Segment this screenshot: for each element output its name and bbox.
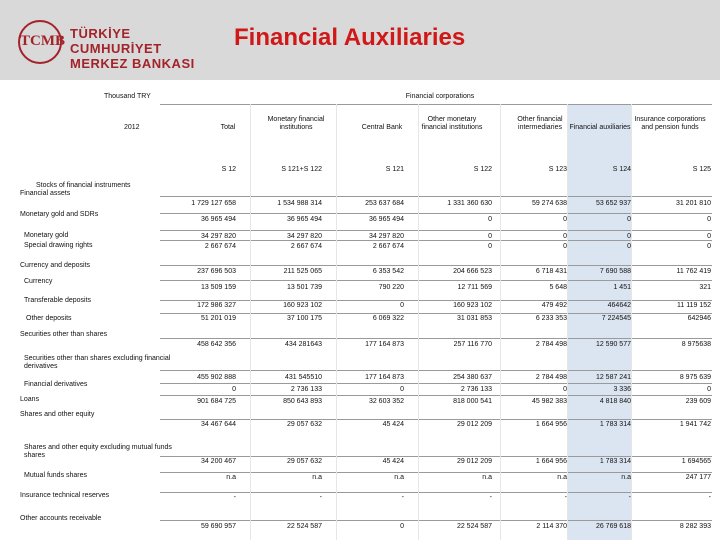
row-divider [160,338,712,339]
table-cell: 7 224545 [601,315,631,322]
table-cell: 1 783 314 [599,458,631,465]
column-code: S 122 [473,166,492,173]
group-label: Financial corporations [405,93,475,100]
table-cell: 254 380 637 [453,374,492,381]
table-cell: 172 986 327 [197,302,236,309]
table-cell: 2 667 674 [204,243,236,250]
table-cell: 29 057 632 [286,421,322,428]
row-label: Other accounts receivable [20,515,102,522]
logo-line-1: TÜRKİYE CUMHURİYET [70,26,162,56]
table-cell: - [489,494,492,501]
table-cell: 13 501 739 [286,284,322,291]
table-cell: 45 982 383 [531,398,567,405]
table-cell: 1 729 127 658 [191,200,236,207]
row-label: Special drawing rights [24,242,93,249]
table-cell: 0 [488,233,492,240]
logo-wordmark [70,26,218,71]
row-label: Other deposits [26,315,72,322]
table-cell: 177 164 873 [365,341,404,348]
table-cell: 211 525 065 [283,268,322,275]
table-cell: 2 784 498 [535,374,567,381]
table-cell: 34 297 820 [368,233,404,240]
table-cell: 45 424 [382,421,404,428]
row-label: Financial assets [20,190,71,197]
table-cell: - [628,494,631,501]
table-cell: - [708,494,711,501]
table-cell: 29 057 632 [286,458,322,465]
row-label: Securities other than shares excluding financial derivatives [24,355,171,370]
row-label: Currency and deposits [20,262,91,269]
table-cell: 11 119 152 [677,302,711,309]
table-cell: 0 [400,386,404,393]
table-cell: 34 297 820 [200,233,236,240]
table-cell: 434 281643 [285,341,322,348]
column-header: Total [220,124,236,131]
row-divider [160,419,712,420]
bank-logo [18,18,218,71]
table-cell: 12 711 569 [457,284,492,291]
table-cell: 2 736 133 [290,386,322,393]
table-cell: 458 642 356 [197,341,236,348]
row-divider [160,265,712,266]
table-cell: 247 177 [685,474,711,481]
table-cell: 34 297 820 [286,233,322,240]
table-cell: 237 696 503 [197,268,236,275]
table-cell: 204 666 523 [453,268,492,275]
table-cell: 2 667 674 [372,243,404,250]
table-cell: n.a [621,474,631,481]
table-cell: 431 545510 [285,374,322,381]
table-cell: 1 783 314 [599,421,631,428]
table-cell: 8 975 639 [679,374,711,381]
table-cell: 31 201 810 [675,200,711,207]
column-code: S 123 [548,166,567,173]
row-divider [160,492,712,493]
table-cell: 642946 [687,315,711,322]
column-code: S 12 [221,166,236,173]
table-cell: 0 [488,243,492,250]
table-cell: 0 [232,386,236,393]
table-cell: 11 762 419 [676,268,711,275]
row-label: Transferable deposits [24,297,92,304]
table-cell: 901 684 725 [197,398,236,405]
column-header: Other monetary financial institutions [421,116,483,131]
table-cell: 6 353 542 [372,268,404,275]
row-label: Monetary gold and SDRs [20,211,99,218]
table-cell: 0 [563,386,567,393]
table-cell: 36 965 494 [200,216,236,223]
table-cell: 59 274 638 [531,200,567,207]
table-cell: 31 031 853 [456,315,492,322]
row-divider [160,230,712,231]
table-cell: 0 [627,233,631,240]
table-cell: 1 664 956 [535,458,567,465]
table-cell: - [319,494,322,501]
table-cell: 177 164 873 [365,374,404,381]
row-divider [160,456,712,457]
table-cell: 12 587 241 [595,374,631,381]
table-cell: 34 200 467 [200,458,236,465]
table-cell: 455 902 888 [197,374,236,381]
table-cell: 45 424 [382,458,404,465]
row-divider [160,395,712,396]
section-label: Stocks of financial instruments [36,182,131,189]
row-divider [160,300,712,301]
table-cell: 1 534 988 314 [277,200,322,207]
column-code: S 121 [385,166,404,173]
row-label: Monetary gold [24,232,69,239]
table-cell: - [564,494,567,501]
table-cell: n.a [482,474,492,481]
row-divider [160,472,712,473]
table-cell: 160 923 102 [283,302,322,309]
table-cell: 36 965 494 [286,216,322,223]
table-cell: n.a [557,474,567,481]
table-cell: 8 282 393 [679,523,711,530]
table-cell: 5 648 [549,284,567,291]
table-cell: 36 965 494 [368,216,404,223]
table-cell: 1 451 [613,284,631,291]
column-code: S 124 [612,166,631,173]
table-cell: n.a [226,474,236,481]
table-cell: 29 012 209 [456,458,492,465]
table-cell: 2 784 498 [535,341,567,348]
table-cell: 7 690 588 [599,268,631,275]
row-label: Financial derivatives [24,381,88,388]
table-cell: 464642 [607,302,631,309]
table-cell: 22 524 587 [456,523,492,530]
table-cell: 37 100 175 [286,315,322,322]
table-cell: 6 233 353 [535,315,567,322]
table-cell: 790 220 [378,284,404,291]
table-cell: 32 603 352 [368,398,404,405]
table-cell: 239 609 [685,398,711,405]
row-label: Shares and other equity excluding mutual funds shares [24,444,172,459]
table-cell: 160 923 102 [453,302,492,309]
table-cell: 0 [707,386,711,393]
table-cell: 4 818 840 [599,398,631,405]
table-cell: 2 736 133 [460,386,492,393]
table-cell: - [401,494,404,501]
table-cell: 51 201 019 [200,315,236,322]
table-cell: 479 492 [541,302,567,309]
row-divider [160,520,712,521]
column-header: Monetary financial institutions [267,116,325,131]
table-cell: 6 718 431 [535,268,567,275]
column-header: Insurance corporations and pension funds [634,116,706,131]
row-divider [160,280,712,281]
table-cell: 0 [400,523,404,530]
table-cell: 0 [707,233,711,240]
table-cell: - [233,494,236,501]
column-header: Financial auxiliaries [569,124,631,131]
row-divider [160,213,712,214]
table-cell: 0 [563,243,567,250]
table-cell: 0 [627,216,631,223]
logo-line-2: MERKEZ BANKASI [70,56,195,71]
table-cell: 13 509 159 [200,284,236,291]
table-cell: 1 664 956 [535,421,567,428]
slide-header [0,0,720,80]
table-cell: 0 [563,233,567,240]
table-cell: 1 331 360 630 [447,200,492,207]
row-label: Currency [24,278,53,285]
table-cell: 2 667 674 [290,243,322,250]
row-label: Mutual funds shares [24,472,88,479]
column-header: Other financial intermediaries [517,116,563,131]
table-cell: 257 116 770 [453,341,492,348]
table-cell: 253 637 684 [365,200,404,207]
table-cell: 22 524 587 [286,523,322,530]
logo-emblem: TCMB [18,20,62,64]
unit-label: Thousand TRY [104,93,151,100]
table-cell: 6 069 322 [372,315,404,322]
row-divider [160,383,712,384]
table-cell: 0 [707,243,711,250]
row-divider [160,370,712,371]
row-divider [160,104,712,105]
column-header: Central Bank [361,124,403,131]
year-label: 2012 [124,124,140,131]
table-cell: 321 [699,284,711,291]
table-cell: 0 [707,216,711,223]
table-cell: 8 975638 [681,341,711,348]
table-cell: n.a [394,474,404,481]
column-code: S 121+S 122 [281,166,322,173]
table-cell: 818 000 541 [453,398,492,405]
table-cell: 1 941 742 [679,421,711,428]
table-cell: 2 114 370 [536,523,567,530]
table-cell: 34 467 644 [200,421,236,428]
table-cell: 850 643 893 [283,398,322,405]
table-cell: 59 690 957 [200,523,236,530]
table-cell: 0 [627,243,631,250]
row-label: Insurance technical reserves [20,492,110,499]
row-divider [160,313,712,314]
row-divider [160,196,712,197]
page-title: Financial Auxiliaries [234,24,466,51]
table-cell: 26 769 618 [595,523,631,530]
column-code: S 125 [692,166,711,173]
row-label: Shares and other equity [20,411,95,418]
row-label: Loans [20,396,40,403]
table-cell: 1 694565 [681,458,711,465]
table-cell: 0 [563,216,567,223]
table-cell: 53 652 937 [595,200,631,207]
table-cell: 0 [488,216,492,223]
table-cell: 29 012 209 [456,421,492,428]
table-cell: 0 [400,302,404,309]
row-label: Securities other than shares [20,331,108,338]
table-cell: 3 336 [613,386,631,393]
table-cell: 12 590 577 [595,341,631,348]
table-cell: n.a [312,474,322,481]
